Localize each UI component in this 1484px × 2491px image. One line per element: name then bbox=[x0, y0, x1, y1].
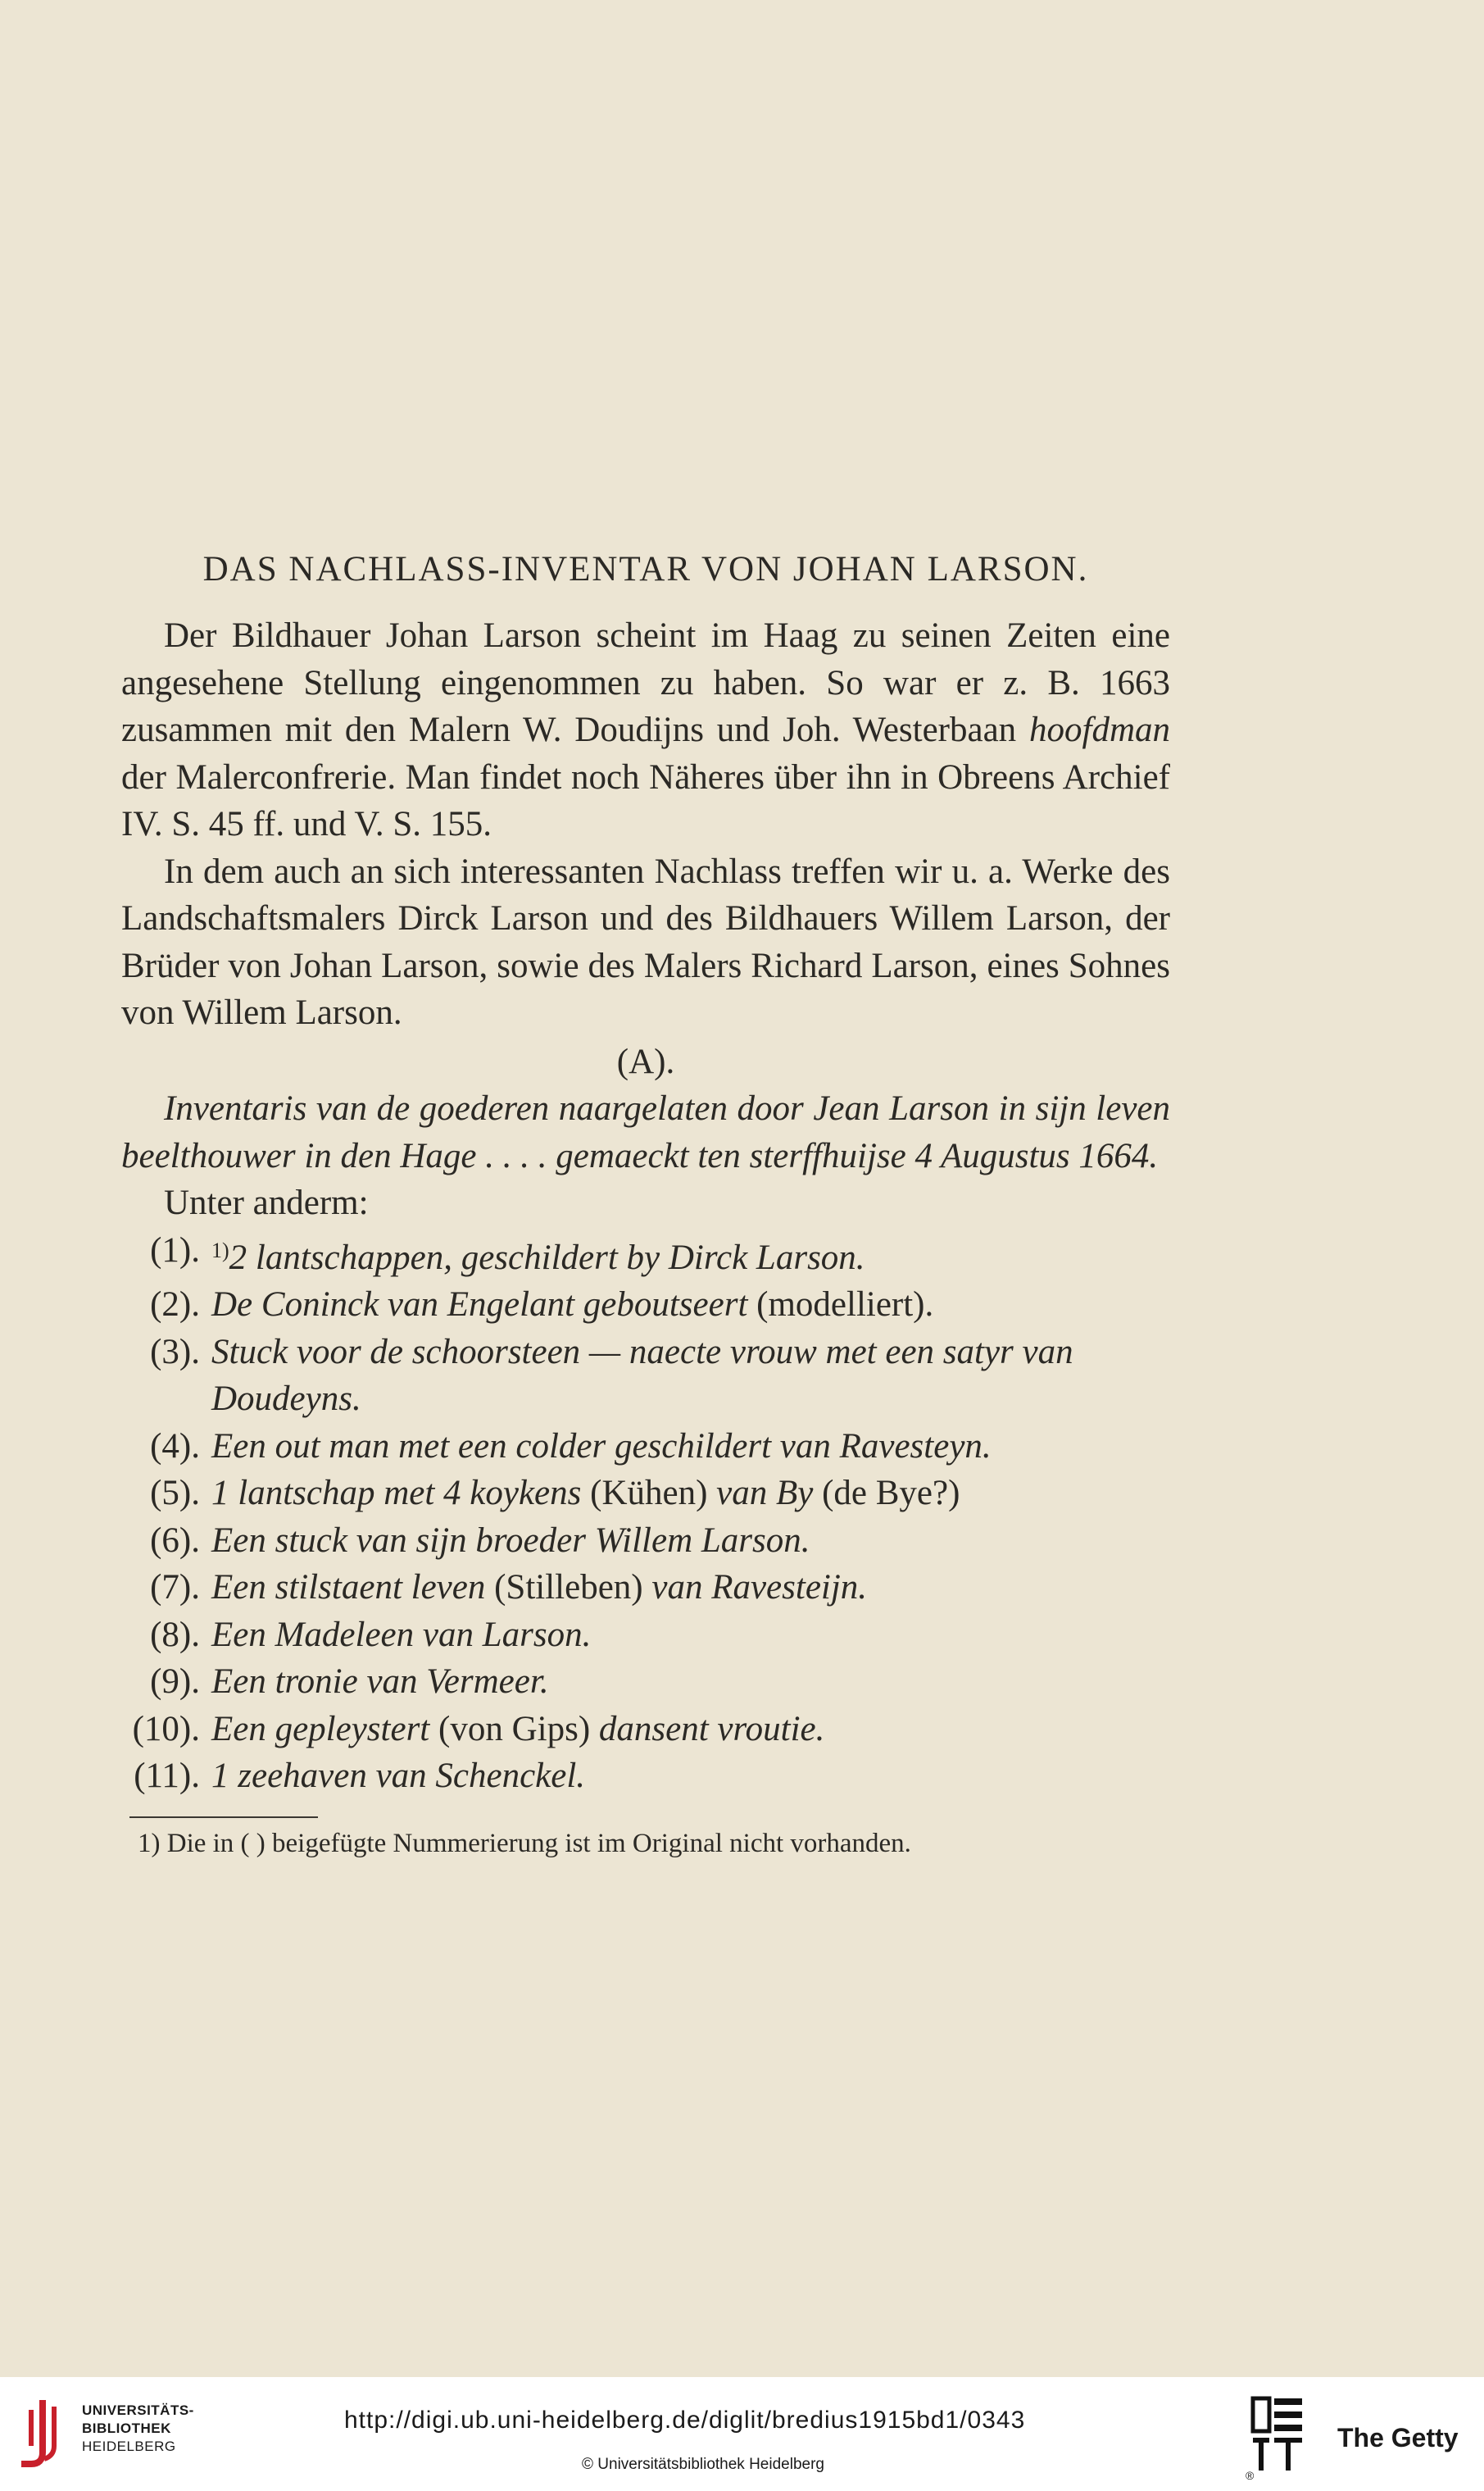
inventory-item-number: (3). bbox=[150, 1332, 200, 1371]
inventory-item-text-part: (Stilleben) bbox=[485, 1568, 652, 1607]
getty-logo-icon bbox=[1250, 2395, 1309, 2477]
inventory-item-text-part: 1 lantschap met 4 koykens bbox=[211, 1474, 582, 1512]
inventory-item-text bbox=[211, 1564, 1170, 1611]
paragraph-1-part-c: der Malerconfrerie. Man findet noch Näheres über ihn in Obreens Archief IV. S. 45 ff. und V. S. 155. bbox=[121, 757, 1170, 843]
inventory-intro: Inventaris van de goederen naargelaten door Jean Larson in sijn leven beelthouwer in den Hage . . . . gemaeckt ten sterffhuijse 4 Augustus 1664. bbox=[121, 1089, 1170, 1175]
library-line-1: UNIVERSITÄTS- bbox=[82, 2402, 194, 2418]
inventory-item-text bbox=[211, 1658, 1170, 1706]
inventory-item bbox=[121, 1281, 1170, 1329]
inventory-item bbox=[121, 1227, 1170, 1282]
inventory-item-text bbox=[211, 1423, 1170, 1471]
library-line-3: HEIDELBERG bbox=[82, 2439, 176, 2454]
inventory-item-number: (10). bbox=[132, 1709, 200, 1748]
permalink-url[interactable]: http://digi.ub.uni-heidelberg.de/diglit/bredius1915bd1/0343 bbox=[344, 2407, 1026, 2434]
inventory-item-number: (11). bbox=[134, 1757, 200, 1795]
inventory-item-text bbox=[211, 1752, 1170, 1800]
page-content bbox=[121, 545, 1170, 1864]
inventory-item-text-part: dansent vroutie. bbox=[598, 1709, 825, 1748]
inventory-item-number: (9). bbox=[150, 1662, 200, 1701]
inventory-item-text-part: van Ravesteijn. bbox=[651, 1568, 868, 1607]
paragraph-1-part-a: Der Bildhauer Johan Larson scheint im Haag zu seinen Zeiten eine angesehene Stellung eingenommen zu haben. So war er z. B. 1663 zusammen mit den Malern W. Doudijns und Joh. Westerbaan bbox=[121, 616, 1170, 749]
inventory-item-text-part: Een tronie van Vermeer. bbox=[211, 1662, 549, 1701]
inventory-item-number: (5). bbox=[150, 1474, 200, 1512]
viewer-footer bbox=[0, 2377, 1484, 2491]
inventory-item-number: (7). bbox=[150, 1568, 200, 1607]
inventory-item bbox=[121, 1423, 1170, 1471]
inventory-item-text-part: Een stuck van sijn broeder Willem Larson. bbox=[211, 1521, 810, 1560]
inventory-item-text bbox=[211, 1611, 1170, 1659]
inventory-item-number: (1). bbox=[150, 1230, 200, 1270]
inventory-item-text-part: Een gepleystert bbox=[211, 1709, 430, 1748]
inventory-item-text-part: (de Bye?) bbox=[813, 1474, 960, 1512]
inventory-item-text-part: Een stilstaent leven bbox=[211, 1568, 486, 1607]
university-library-name bbox=[82, 2402, 194, 2456]
paragraph-1 bbox=[121, 612, 1170, 848]
unter-anderm: Unter anderm: bbox=[164, 1184, 369, 1222]
inventory-item-text-part: Een Madeleen van Larson. bbox=[211, 1615, 592, 1654]
getty-label: The Getty bbox=[1337, 2423, 1459, 2452]
footnote-reference: 1) bbox=[211, 1238, 229, 1262]
inventory-item-text-part: (von Gips) bbox=[429, 1709, 599, 1748]
footnote-rule bbox=[129, 1816, 318, 1818]
inventory-item-text-part: van By bbox=[716, 1474, 814, 1512]
inventory-item bbox=[121, 1752, 1170, 1800]
university-library-logo-icon bbox=[15, 2395, 74, 2471]
inventory-item bbox=[121, 1706, 1170, 1753]
inventory-item bbox=[121, 1470, 1170, 1517]
inventory-item-text-part: (Kühen) bbox=[581, 1474, 717, 1512]
inventory-item-number: (2). bbox=[150, 1285, 200, 1324]
section-mark: (A). bbox=[616, 1042, 675, 1081]
inventory-item bbox=[121, 1329, 1170, 1423]
inventory-item-text-part: De Coninck van Engelant geboutseert bbox=[211, 1285, 748, 1324]
page-title: DAS NACHLASS-INVENTAR VON JOHAN LARSON. bbox=[202, 550, 1089, 589]
paragraph-2: In dem auch an sich interessanten Nachlass treffen wir u. a. Werke des Landschaftsmalers Dirck Larson und des Bildhauers Willem Larson, der Brüder von Johan Larson, sowie des Malers Richard Larson, eines Sohnes von Willem Larson. bbox=[121, 852, 1170, 1032]
inventory-item-text-part: Stuck voor de schoorsteen — naecte vrouw met een satyr van Doudeyns. bbox=[211, 1332, 1073, 1418]
inventory-item-number: (8). bbox=[150, 1615, 200, 1654]
inventory-item-text-part: Een out man met een colder geschildert van Ravesteyn. bbox=[211, 1426, 992, 1466]
inventory-item-number: (6). bbox=[150, 1521, 200, 1560]
inventory-item bbox=[121, 1564, 1170, 1611]
library-line-2: BIBLIOTHEK bbox=[82, 2421, 171, 2436]
paragraph-1-italic-term: hoofdman bbox=[1029, 711, 1170, 749]
inventory-item-text bbox=[211, 1329, 1170, 1423]
inventory-item-text-part: 1 zeehaven van Schenckel. bbox=[211, 1757, 586, 1795]
inventory-item-text-part: (modelliert). bbox=[747, 1285, 934, 1324]
copyright-notice: © Universitätsbibliothek Heidelberg bbox=[582, 2456, 824, 2473]
inventory-item-text bbox=[211, 1470, 1170, 1517]
inventory-item-text-part: 2 lantschappen, geschildert by Dirck Larson. bbox=[229, 1238, 865, 1277]
footnote: 1) Die in ( ) beigefügte Nummerierung ist im Original nicht vorhanden. bbox=[138, 1828, 911, 1858]
inventory-item bbox=[121, 1611, 1170, 1659]
inventory-item-number: (4). bbox=[150, 1426, 200, 1466]
inventory-item bbox=[121, 1658, 1170, 1706]
inventory-item-text bbox=[211, 1227, 1170, 1282]
inventory-item-text bbox=[211, 1517, 1170, 1565]
inventory-item-text bbox=[211, 1281, 1170, 1329]
inventory-item-text bbox=[211, 1706, 1170, 1753]
inventory-list bbox=[121, 1227, 1170, 1800]
registered-mark: ® bbox=[1246, 2469, 1255, 2482]
inventory-item bbox=[121, 1517, 1170, 1565]
